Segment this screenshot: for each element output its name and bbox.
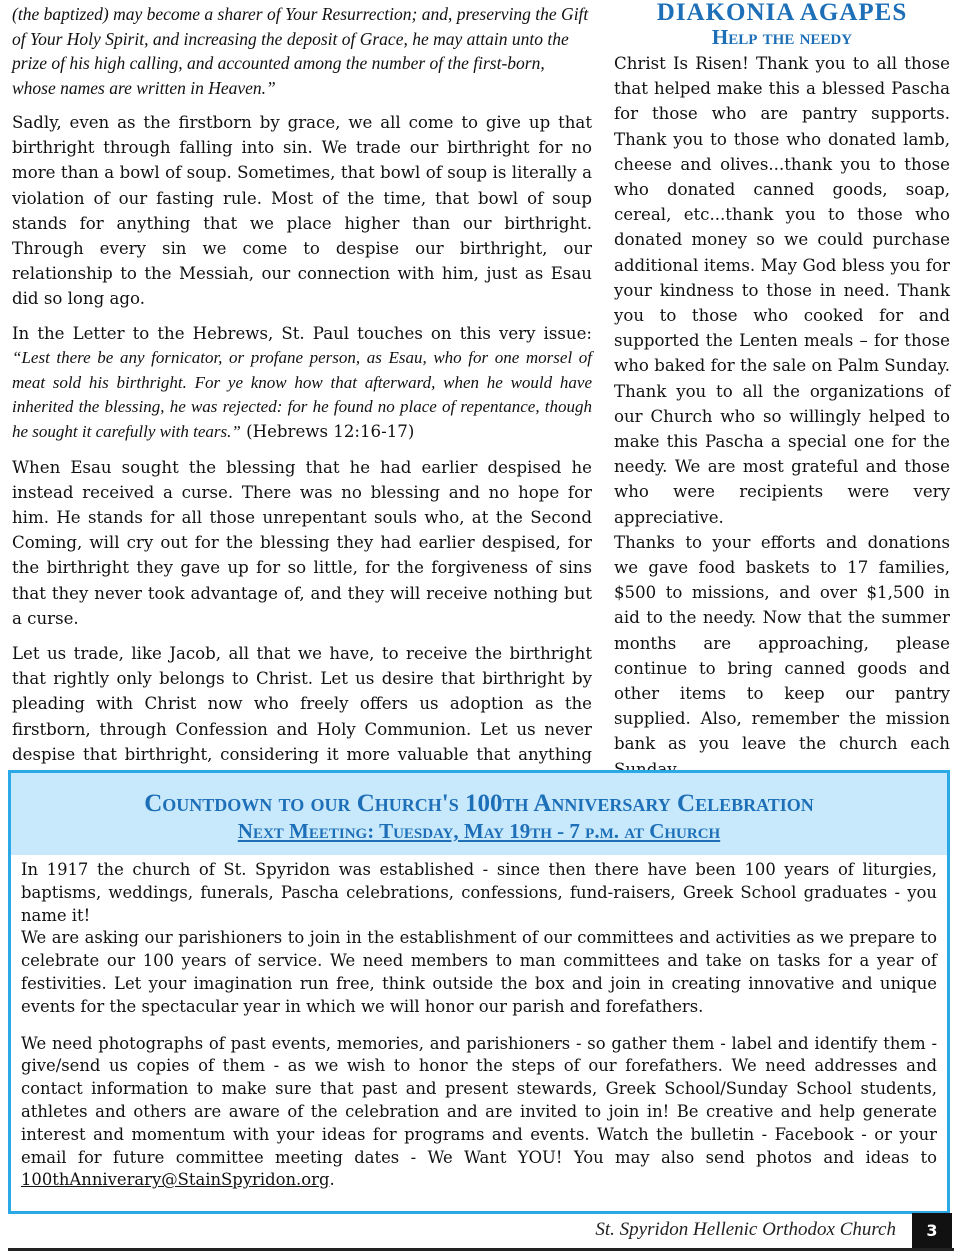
hebrews-paragraph [12, 322, 592, 445]
page-number: 3 [912, 1213, 952, 1249]
article-column [12, 0, 592, 792]
anniversary-title: Countdown to our Church's 100th Anniversary Celebration [144, 790, 814, 817]
diakonia-paragraph: Thanks to your efforts and donations we gave food baskets to 17 families, $500 to missions, and over $1,500 in aid to the needy. Now that the summer months are approaching, please continue to bring canned goods and other items to keep our pantry supplied. Also, remember the mission bank as you leave the church each [614, 532, 950, 754]
hebrews-lead: In the Letter to the Hebrews, St. Paul touches on this very issue: [12, 323, 592, 343]
diakonia-paragraph: Christ Is Risen! Thank you to all those that helped make this a blessed Pascha for those who are pantry supports. Thank you to those who donated lamb, cheese and olives...thank you to those who donated canned goods, soap, cereal, etc...thank you to those who donated money so we could purchase additional items. May God bless you for your kindness to those in need. Thank you to those who cooked for and supported the Lenten meals – for those who baked for the sale on Palm Sunday. Thank you to all the organizations of our Church who so willingly helped to make this Pascha a special one for the needy. We are most grateful and those who were recipients were very appreciative. [614, 54, 950, 527]
anniversary-paragraph [21, 1033, 937, 1193]
meeting-subtitle: Next Meeting: Tuesday, May 19th - 7 p.m. at Church [237, 819, 721, 843]
diakonia-subtitle: Help the needy [711, 25, 853, 49]
article-paragraph: Sadly, even as the firstborn by grace, we all come to give up that birthright through falling into sin. We trade our birthright for no more than a bowl of soup. Sometimes, that bowl of soup is literally a violation of our fasting rule. Most of the time, that bowl of soup stands for anything that we place higher than our birthright. Through every sin we come to despise our birthright, our relationship to the Messiah, our connection with him, just as Esau did so long ago. [12, 113, 592, 309]
anniversary-box [8, 770, 950, 1214]
anniversary-paragraph: We are asking our parishioners to join in the establishment of our committees and activities as we prepare to celebrate our 100 years of service. We need members to man committees and take on tasks for a year of festivities. Let your imagination run free, think outside the box and join in creating innovative and unique events for the spectacular year in which we will honor our parish and forefathers. [21, 928, 937, 1016]
diakonia-title: DIAKONIA AGAPES [656, 0, 908, 26]
email-link[interactable]: 100thAnniverary@StainSpyridon.org [21, 1170, 330, 1190]
hebrews-quote: “Lest there be any fornicator, or profane person, as Esau, who for one morsel of meat sold his birthright. For ye know how that afterward, when he would have inherited the blessing, he was rejected: for he found no place of repentance, though he sought it carefully with tears.” [12, 348, 592, 441]
baptism-prayer-quote: (the baptized) may become a sharer of Your Resurrection; and, preserving the Gift of Your Holy Spirit, and increasing the deposit of Grace, he may attain unto the prize of his high calling, and accounted among the number of the first-born, whose names are written in Heaven.” [12, 4, 589, 98]
footer-divider [8, 1248, 954, 1251]
anniversary-paragraph: In 1917 the church of St. Spyridon was established - since then there have been 100 years of liturgies, baptisms, weddings, funerals, Pascha celebrations, confessions, fund-raisers, Greek School graduates - you name it! [21, 860, 937, 925]
article-paragraph: When Esau sought the blessing that he had earlier despised he instead received a curse. There was no blessing and no hope for him. He stands for all those unrepentant souls who, at the Second Coming, will cry out for the blessing they had earlier despised, for the birthright they gave up for so little, for the forgiveness of sins that they never took advantage of, and they will receive nothing but a curse. [12, 457, 592, 628]
hebrews-reference: (Hebrews 12:16-17) [240, 422, 415, 441]
period: . [329, 1170, 335, 1190]
anniversary-body [11, 855, 947, 1211]
footer-church-name: St. Spyridon Hellenic Orthodox Church [595, 1219, 896, 1240]
photos-request-text: We need photographs of past events, memories, and parishioners - so gather them - label and identify them - give/send us copies of them - as we wish to honor the steps of our forefathers. We need addresses and contact information to make sure that past and present stewards, Greek School/Sunday School students, athletes and others are aware of the celebration and are invited to join in! Be creative and help generate interest and momentum with your ideas for programs and events. Watch the bulletin - Facebook - or your email for future committee meeting dates - We Want YOU! You may also send photos and ideas to [21, 1033, 937, 1167]
diakonia-column [614, 0, 950, 782]
closing-text: Let us trade, like Jacob, all that we have, to receive the birthright that rightly only belongs to Christ. Let us desire that birthright by pleading with Christ now who freely offers us adoption as the firstborn, through Confession and Holy Communion. Let us never despise that birthright, considering it more valuable that anything [12, 644, 592, 764]
